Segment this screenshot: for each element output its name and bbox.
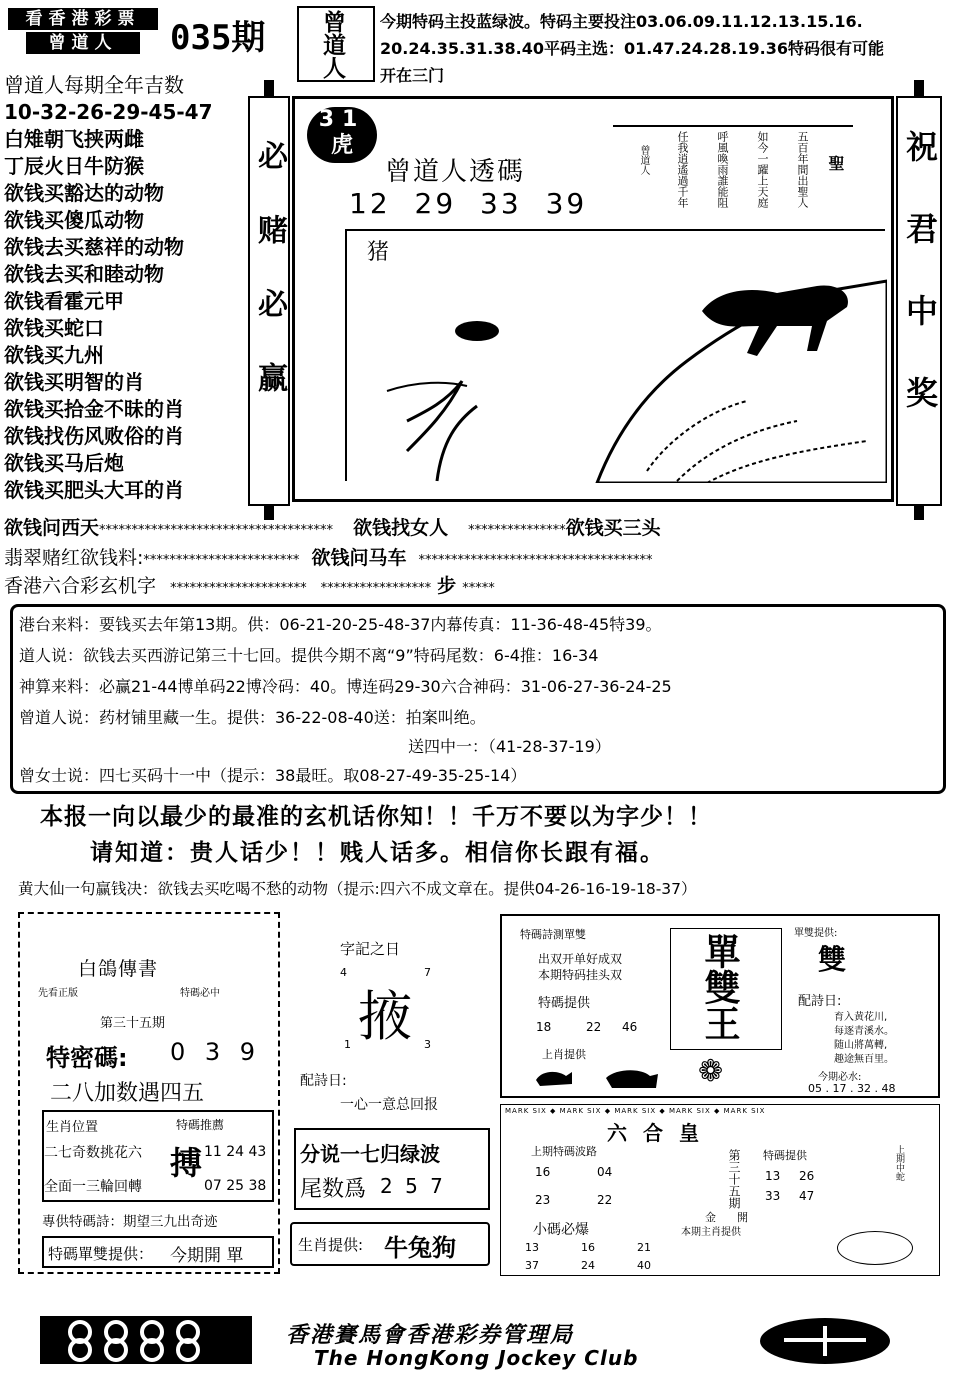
scroll-badge [307,107,377,163]
brt-sd-char: 雙 [818,943,847,976]
row3-stars-b: ***************** [320,581,432,596]
scroll-left-text: 必赌必赢 [252,140,287,436]
scroll-right-roller [894,80,944,520]
brb-r4: 47 [799,1189,815,1203]
row3-stars-a: ********************* [170,581,307,596]
row3-a: 香港六合彩玄机字 [4,575,157,597]
animal-icon [532,1062,672,1092]
bm-n-right: 7 [424,966,431,979]
logo-left-line2: 曾道人 [26,32,140,54]
bm-sx-label: 生肖提供: [298,1236,364,1254]
brt-sd-label: 單雙提供: [794,928,838,939]
brb-emblem-icon [837,1231,913,1265]
brt-n3: 46 [622,1020,638,1034]
brb-kai: 開 [737,1211,748,1224]
brt-poem-line: 每逐青溪水。 [834,1026,894,1037]
brt-offer: 特碼提供 [538,996,591,1011]
brb-small-head: 小碼必爆 [533,1222,589,1238]
left-line: 欲钱去买和睦动物 [4,262,164,286]
left-line: 欲钱买豁达的动物 [4,181,164,205]
intro-line-2: 20.24.35.31.38.40平码主选：01.47.24.28.19.36特码很有可能 [380,39,884,58]
brt-must: 今期必水: [818,1072,862,1083]
brt-king-box [670,928,782,1050]
footer-cn: 香港賽馬會香港彩券管理局 [286,1322,575,1348]
footer-right-logo-icon [760,1318,890,1364]
brb-s1: 13 [525,1241,539,1254]
poem-line: 五百年間出聖人 [796,131,809,208]
intro-line-1: 今期特码主投蓝绿波。特码主要投注03.06.09.11.12.13.15.16. [380,12,863,31]
bl-ds-value: 今期開 單 [170,1246,244,1266]
brb-c1: 16 [535,1165,551,1179]
bl-sx-line2: 全面一三輪回轉 [44,1179,142,1195]
left-line: 欲钱买肥头大耳的肖 [4,478,184,502]
brt-n2: 22 [586,1020,602,1034]
brb-c4: 22 [597,1193,613,1207]
scroll-poem [613,125,853,221]
scroll-title: 曾道人透碼 [385,157,526,187]
row1-c: 欲钱买三头 [565,517,661,539]
brt-poem-line: 育入黄花川, [834,1012,888,1023]
bl-tm-value: 0 3 9 [170,1038,262,1066]
bm-poem: 一心一意总回报 [340,1097,438,1113]
header-logo-box [297,6,375,82]
brb-side-text: 上期中蛇 [894,1145,904,1181]
header-intro [380,8,945,89]
scroll-numbers: 12 29 33 39 [349,187,588,220]
bl-ds-label: 特碼單雙提供： [48,1245,154,1263]
bl-sub-left: 先看正版 [38,988,78,999]
scroll-right-text: 祝君中奖 [901,130,939,458]
brb-r3: 33 [765,1189,781,1203]
left-line: 欲钱去买慈祥的动物 [4,235,184,259]
bl-special-poem: 專供特碼詩：期望三九出奇迹 [42,1214,218,1230]
row-2 [4,544,954,575]
poem-signature: 曾道人 [638,145,649,175]
info-line-2: 道人说：欲钱去买西游记第三十七回。提供今期不离“9”特码尾数：6-4推：16-34 [19,646,599,665]
brb-left-head: 上期特碼波路 [531,1145,597,1158]
brb-title: 六合皇 [607,1121,715,1145]
bm-poem-label: 配詩日: [300,1073,347,1089]
logo-left-line1: 看香港彩票 [8,8,158,30]
scroll-left-roller [246,80,292,520]
bl-sub-right: 特碼必中 [180,988,220,999]
bl-bo: 搏 [170,1144,203,1182]
brt-poem-label: 配詩日: [798,994,842,1009]
left-line: 曾道人每期全年吉数 [4,73,184,97]
row2-b: 欲钱问马车 [311,547,407,569]
row3-stars-c: ***** [462,581,495,596]
row1-a: 欲钱问西天 [4,517,100,539]
poem-title: 聖 [826,155,845,171]
left-line: 欲钱看霍元甲 [4,289,124,313]
footer-left-logo-icon [40,1316,252,1364]
brb-right-head: 特碼提供 [763,1149,807,1162]
info-line-3: 神算来料：必赢21-44博单码22博冷码：40。博连码29-30六合神码：31-06-27-36-24-25 [19,677,672,696]
brb-zodiac-head: 本期主肖提供 [681,1227,741,1238]
bottom-left-panel [18,912,280,1274]
brt-flower-icon: ❁ [698,1054,724,1089]
brb-r2: 26 [799,1169,815,1183]
info-line-6: 曾女士说：四七买码十一中（提示：38最旺。取08-27-49-35-25-14） [19,766,527,785]
logo-mid-text: 曾道人 [319,10,345,79]
bottom-right-top-panel [500,914,940,1098]
brb-s6: 40 [637,1259,651,1272]
left-line: 欲钱买蛇口 [4,316,104,340]
bl-nums-row1: 11 24 43 [204,1144,267,1160]
bottom-mid-panel [284,912,492,1274]
left-line: 欲钱买拾金不昧的肖 [4,397,184,421]
slogan-line-2: 请知道：贵人话少！！贱人话多。相信你长跟有福。 [90,839,665,866]
bl-title: 白鴿傳書 [78,958,159,980]
bm-wave: 分说一七归绿波 [300,1142,440,1166]
brb-s5: 24 [581,1259,595,1272]
brt-must-nums: 05 . 17 . 32 . 48 [808,1082,896,1095]
brb-issue: 第三十五期 [727,1149,741,1209]
brb-jin: 金 [705,1211,716,1224]
intro-line-3: 开在三门 [380,66,445,85]
left-line: 10-32-26-29-45-47 [4,100,213,124]
poem-line: 任我逍遙過千年 [676,131,689,208]
badge-number: 31 [318,107,366,132]
brt-sub: 上肖提供 [542,1048,586,1061]
info-line-1: 港台来料：要钱买去年第13期。供：06-21-20-25-48-37内幕传真：11-36-48-45特39。 [19,615,662,634]
left-line: 欲钱买九州 [4,343,104,367]
bm-tail-value: 2 5 7 [380,1174,446,1198]
brb-c2: 04 [597,1165,613,1179]
huang-line: 黄大仙一句赢钱决：欲钱去买吃喝不愁的动物（提示:四六不成文章在。提供04-26-16-19-18-37） [18,880,697,898]
brb-s4: 37 [525,1259,539,1272]
left-line: 欲钱买马后炮 [4,451,124,475]
scroll-picture [345,229,885,481]
bl-issue: 第三十五期 [100,1016,166,1031]
brb-c3: 23 [535,1193,551,1207]
row2-stars-b: ************************************ [418,553,653,568]
picture-zodiac: 猪 [367,240,390,265]
landscape-horse-illustration [347,231,887,483]
row1-stars-a: ************************************ [99,523,334,538]
row3-b: 步 [437,575,457,597]
bm-big-char: 掖 [358,985,412,1048]
brt-n1: 18 [536,1020,552,1034]
left-line: 白雉朝飞挟两雌 [4,127,144,151]
poem-line: 呼風喚雨誰能阻 [716,131,729,208]
row2-a: 翡翠赌红欲钱料: [4,547,144,569]
row2-stars-a: ************************ [143,553,300,568]
bl-sx-line1: 二七奇数挑花六 [44,1145,142,1161]
brt-poem-line: 随山將萬轉, [834,1040,888,1051]
scroll-body [292,96,894,502]
row1-b: 欲钱找女人 [353,517,449,539]
brt-poem-line: 趣途無百里。 [834,1054,894,1065]
issue-number: 035期 [170,18,266,58]
bl-phrase: 二八加数遇四五 [50,1081,205,1106]
row-1 [4,514,954,545]
bottom-right-bottom-panel [500,1104,940,1276]
poem-line: 如今一躍上天庭 [756,131,769,208]
brb-r1: 13 [765,1169,781,1183]
bl-tm-recommend: 特碼推薦 [176,1118,225,1132]
bl-tm-label: 特密碼: [46,1044,128,1072]
left-column [4,72,244,504]
badge-zodiac: 虎 [330,133,353,158]
info-line-5: 送四中一：（41-28-37-19） [408,737,611,756]
brt-line2: 本期特码挂头双 [538,968,623,982]
brb-mark-top: MARK SIX ◆ MARK SIX ◆ MARK SIX ◆ MARK SIX ◆ MARK SIX [505,1107,766,1115]
footer-en: The HongKong Jockey Club [314,1346,639,1370]
bl-sx-label: 生肖位置 [46,1120,99,1135]
left-line: 丁辰火日牛防猴 [4,154,144,178]
brt-king: 單雙王 [699,933,740,1041]
info-line-4: 曾道人说：药材铺里藏一生。提供：36-22-08-40送：拍案叫绝。 [19,708,486,727]
slogan-line-1: 本报一向以最少的最准的玄机话你知！！千万不要以为字少！！ [40,803,712,830]
left-line: 欲钱找伤风败俗的肖 [4,424,184,448]
bm-n-bottom-right: 3 [424,1038,431,1051]
brb-s2: 16 [581,1241,595,1254]
left-line: 欲钱买明智的肖 [4,370,144,394]
brt-title: 特碼詩測單雙 [520,928,586,941]
bm-sx-value: 牛兔狗 [384,1233,456,1262]
row-3 [4,572,954,603]
info-box [10,604,946,794]
brb-s3: 21 [637,1241,651,1254]
logo-left [8,8,158,54]
brt-line1: 出双开单好成双 [538,952,623,966]
left-line: 欲钱买傻瓜动物 [4,208,144,232]
bm-tail-label: 尾数爲 [300,1177,367,1202]
bm-n-bottom-left: 1 [344,1038,351,1051]
bm-char-title: 字記之日 [340,940,401,958]
row1-stars-b: *************** [468,523,566,538]
bm-n-left: 4 [340,966,347,979]
bl-nums-row2: 07 25 38 [204,1178,267,1194]
